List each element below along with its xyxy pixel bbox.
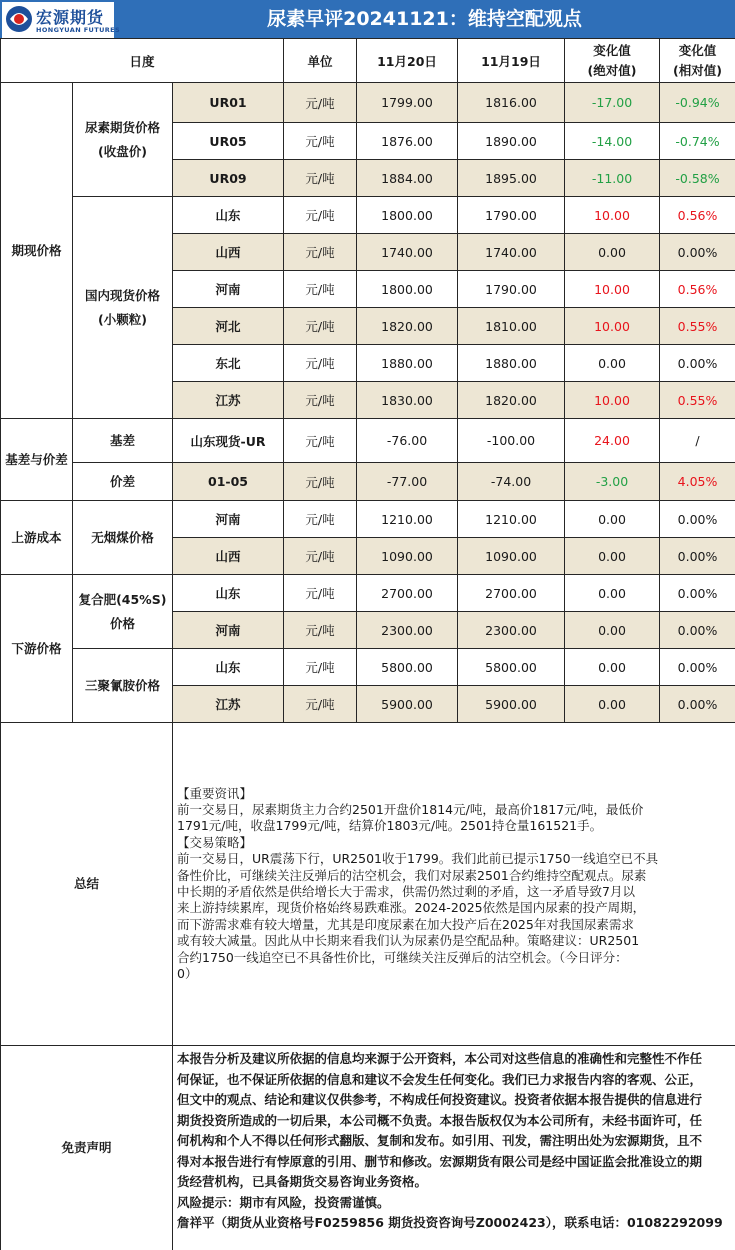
row-change-abs: 0.00 [565,686,660,723]
row-change-abs: 10.00 [565,271,660,308]
disclaimer-line: 风险提示：期市有风险，投资需谨慎。 [177,1194,390,1210]
group-upstream: 上游成本 [1,501,73,575]
row-change-rel: 0.55% [660,382,735,419]
row-unit: 元/吨 [284,501,357,538]
summary-line: 0） [177,966,198,982]
row-unit: 元/吨 [284,575,357,612]
col-day2: 11月19日 [458,39,565,83]
row-change-abs: 0.00 [565,345,660,382]
table-row [1,463,735,501]
row-change-rel: / [660,419,735,463]
price-table [0,38,735,1250]
row-item: 山西 [173,538,284,575]
row-change-abs: -11.00 [565,160,660,197]
row-item: 河南 [173,612,284,649]
row-value-day1: 2300.00 [357,612,458,649]
disclaimer-row [1,1046,735,1250]
row-change-rel: 0.55% [660,308,735,345]
row-value-day2: 1210.00 [458,501,565,538]
row-item: 山东 [173,575,284,612]
row-item: 江苏 [173,686,284,723]
row-value-day1: 5900.00 [357,686,458,723]
row-change-abs: 24.00 [565,419,660,463]
group-fertilizer [73,575,173,649]
row-change-abs: -17.00 [565,83,660,123]
row-unit: 元/吨 [284,686,357,723]
row-unit: 元/吨 [284,612,357,649]
row-change-abs: 0.00 [565,501,660,538]
row-value-day1: -76.00 [357,419,458,463]
row-change-rel: 0.00% [660,686,735,723]
row-value-day2: 1895.00 [458,160,565,197]
row-value-day1: 1820.00 [357,308,458,345]
row-unit: 元/吨 [284,234,357,271]
row-change-rel: 4.05% [660,463,735,501]
report-title: 尿素早评20241121：维持空配观点 [267,8,582,30]
summary-line: 【重要资讯】 [177,785,253,801]
col-date: 日度 [1,39,284,83]
row-change-rel: 0.00% [660,538,735,575]
group-spread: 价差 [73,463,173,501]
row-change-rel: -0.94% [660,83,735,123]
row-item: 河北 [173,308,284,345]
table-row [1,575,735,612]
row-value-day2: 2300.00 [458,612,565,649]
row-value-day2: 1790.00 [458,197,565,234]
row-change-abs: -14.00 [565,123,660,160]
row-unit: 元/吨 [284,538,357,575]
group-fertilizer-line1: 复合肥(45%S) [78,591,167,607]
row-value-day2: 1820.00 [458,382,565,419]
summary-line: 备性价比，可继续关注反弹后的沽空机会，我们对尿素2501合约维持空配观点。尿素 [177,867,647,883]
col-day1: 11月20日 [357,39,458,83]
group-futures-line2: (收盘价) [98,143,147,159]
row-change-abs: 10.00 [565,382,660,419]
row-change-abs: 0.00 [565,538,660,575]
row-value-day2: 1790.00 [458,271,565,308]
summary-line: 1791元/吨，收盘1799元/吨，结算价1803元/吨。2501持仓量161521手。 [177,818,603,834]
summary-line: 合约1750一线追空已不具备性价比，可继续关注反弹后的沽空机会。（今日评分： [177,949,628,965]
row-change-abs: 0.00 [565,575,660,612]
row-change-rel: 0.56% [660,271,735,308]
row-value-day1: 1800.00 [357,197,458,234]
row-item: 山西 [173,234,284,271]
row-value-day1: 1090.00 [357,538,458,575]
disclaimer-line: 但文中的观点、结论和建议仅供参考，不构成任何投资建议。投资者依据本报告提供的信息进行 [177,1092,703,1107]
row-unit: 元/吨 [284,463,357,501]
col-change-abs-line1: 变化值 [593,42,631,58]
row-change-rel: 0.00% [660,575,735,612]
row-value-day1: 1210.00 [357,501,458,538]
group-basis: 基差 [73,419,173,463]
summary-line: 【交易策略】 [177,834,253,850]
col-change-abs-line2: (绝对值) [587,62,637,78]
summary-line: 前一交易日，尿素期货主力合约2501开盘价1814元/吨，最高价1817元/吨，最低价 [177,801,644,817]
col-change-rel-line1: 变化值 [678,42,717,58]
disclaimer-line: 何保证，也不保证所依据的信息和建议不会发生任何变化。我们已力求报告内容的客观、公正， [177,1071,703,1087]
row-value-day2: 1816.00 [458,83,565,123]
disclaimer-line: 得对本报告进行有悖原意的引用、删节和修改。宏源期货有限公司是经中国证监会批准设立的期 [177,1153,703,1169]
disclaimer-line: 本报告分析及建议所依据的信息均来源于公开资料，本公司对这些信息的准确性和完整性不作任 [177,1051,703,1066]
disclaimer-line: 詹祥平（期货从业资格号F0259856 期货投资咨询号Z0002423），联系电话：01082292099 [177,1215,723,1230]
row-unit: 元/吨 [284,345,357,382]
summary-label: 总结 [1,723,173,1046]
row-change-rel: 0.00% [660,501,735,538]
row-unit: 元/吨 [284,649,357,686]
disclaimer-line: 货经营机构，已具备期货交易咨询业务资格。 [177,1174,428,1189]
summary-text [173,723,735,1046]
row-unit: 元/吨 [284,382,357,419]
group-qixian: 期现价格 [1,83,73,419]
disclaimer-line: 期货投资所造成的一切后果，本公司概不负责。本报告版权仅为本公司所有，未经书面许可，任 [177,1112,703,1128]
logo-en-text: HONGYUAN FUTURES [36,26,121,34]
summary-line: 中长期的矛盾依然是供给增长大于需求，供需仍然过剩的矛盾，这一矛盾导致7月以 [177,884,635,899]
row-value-day1: 1799.00 [357,83,458,123]
row-item: UR09 [173,160,284,197]
row-unit: 元/吨 [284,308,357,345]
hongyuan-logo-icon [5,5,33,33]
row-value-day1: -77.00 [357,463,458,501]
group-spot [73,197,173,419]
report-header [0,0,735,38]
row-value-day1: 1740.00 [357,234,458,271]
row-item: 东北 [173,345,284,382]
summary-line: 前一交易日，UR震荡下行，UR2501收于1799。我们此前已提示1750一线追空已不具 [177,851,659,867]
row-value-day2: 1890.00 [458,123,565,160]
row-change-abs: 0.00 [565,612,660,649]
row-change-abs: 10.00 [565,308,660,345]
table-row [1,501,735,538]
row-unit: 元/吨 [284,419,357,463]
row-change-rel: -0.58% [660,160,735,197]
group-futures-line1: 尿素期货价格 [84,119,160,135]
row-item: 山东 [173,649,284,686]
row-change-rel: 0.56% [660,197,735,234]
summary-line: 而下游需求难有较大增量，尤其是印度尿素在加大投产后在2025年对我国尿素需求 [177,916,634,932]
row-value-day2: 1090.00 [458,538,565,575]
company-logo [2,2,121,38]
row-change-abs: 0.00 [565,234,660,271]
row-item: UR01 [173,83,284,123]
summary-row [1,723,735,1046]
row-value-day1: 1880.00 [357,345,458,382]
disclaimer-text [173,1046,735,1250]
row-item: 河南 [173,271,284,308]
group-basis-spread: 基差与价差 [1,419,73,501]
group-coal: 无烟煤价格 [73,501,173,575]
logo-cn-text: 宏源期货 [36,8,105,27]
row-value-day1: 2700.00 [357,575,458,612]
row-value-day2: 1880.00 [458,345,565,382]
row-item: 河南 [173,501,284,538]
table-row [1,419,735,463]
row-value-day1: 1800.00 [357,271,458,308]
row-unit: 元/吨 [284,160,357,197]
disclaimer-line: 何机构和个人不得以任何形式翻版、复制和发布。如引用、刊发，需注明出处为宏源期货，且不 [177,1133,703,1148]
row-value-day2: 1810.00 [458,308,565,345]
row-change-abs: -3.00 [565,463,660,501]
col-change-abs [565,39,660,83]
group-melamine: 三聚氰胺价格 [73,649,173,723]
row-unit: 元/吨 [284,197,357,234]
disclaimer-label: 免责声明 [1,1046,173,1250]
row-item: 01-05 [173,463,284,501]
group-fertilizer-line2: 价格 [109,615,135,631]
summary-line: 来上游持续累库，现货价格始终易跌难涨。2024-2025依然是国内尿素的投产周期， [177,900,646,916]
row-change-rel: 0.00% [660,649,735,686]
row-item: UR05 [173,123,284,160]
group-spot-line2: (小颗粒) [98,311,147,327]
row-value-day2: 2700.00 [458,575,565,612]
row-item: 江苏 [173,382,284,419]
row-unit: 元/吨 [284,271,357,308]
summary-line: 或有较大减量。因此从中长期来看我们认为尿素仍是空配品种。策略建议：UR2501 [177,933,640,949]
table-row [1,649,735,686]
row-value-day2: 1740.00 [458,234,565,271]
row-change-rel: -0.74% [660,123,735,160]
row-value-day1: 1830.00 [357,382,458,419]
col-change-rel-line2: (相对值) [673,62,722,78]
group-downstream: 下游价格 [1,575,73,723]
row-value-day2: 5900.00 [458,686,565,723]
row-value-day1: 1876.00 [357,123,458,160]
row-item: 山东 [173,197,284,234]
row-change-rel: 0.00% [660,612,735,649]
row-change-rel: 0.00% [660,345,735,382]
group-futures [73,83,173,197]
table-row [1,197,735,234]
row-unit: 元/吨 [284,123,357,160]
col-change-rel [660,39,735,83]
row-value-day2: 5800.00 [458,649,565,686]
row-item: 山东现货-UR [173,419,284,463]
column-header-row [1,39,735,83]
col-unit: 单位 [284,39,357,83]
row-value-day2: -74.00 [458,463,565,501]
row-change-abs: 10.00 [565,197,660,234]
row-unit: 元/吨 [284,83,357,123]
table-row [1,83,735,123]
group-spot-line1: 国内现货价格 [84,287,160,303]
row-value-day1: 5800.00 [357,649,458,686]
row-value-day2: -100.00 [458,419,565,463]
row-value-day1: 1884.00 [357,160,458,197]
row-change-abs: 0.00 [565,649,660,686]
row-change-rel: 0.00% [660,234,735,271]
